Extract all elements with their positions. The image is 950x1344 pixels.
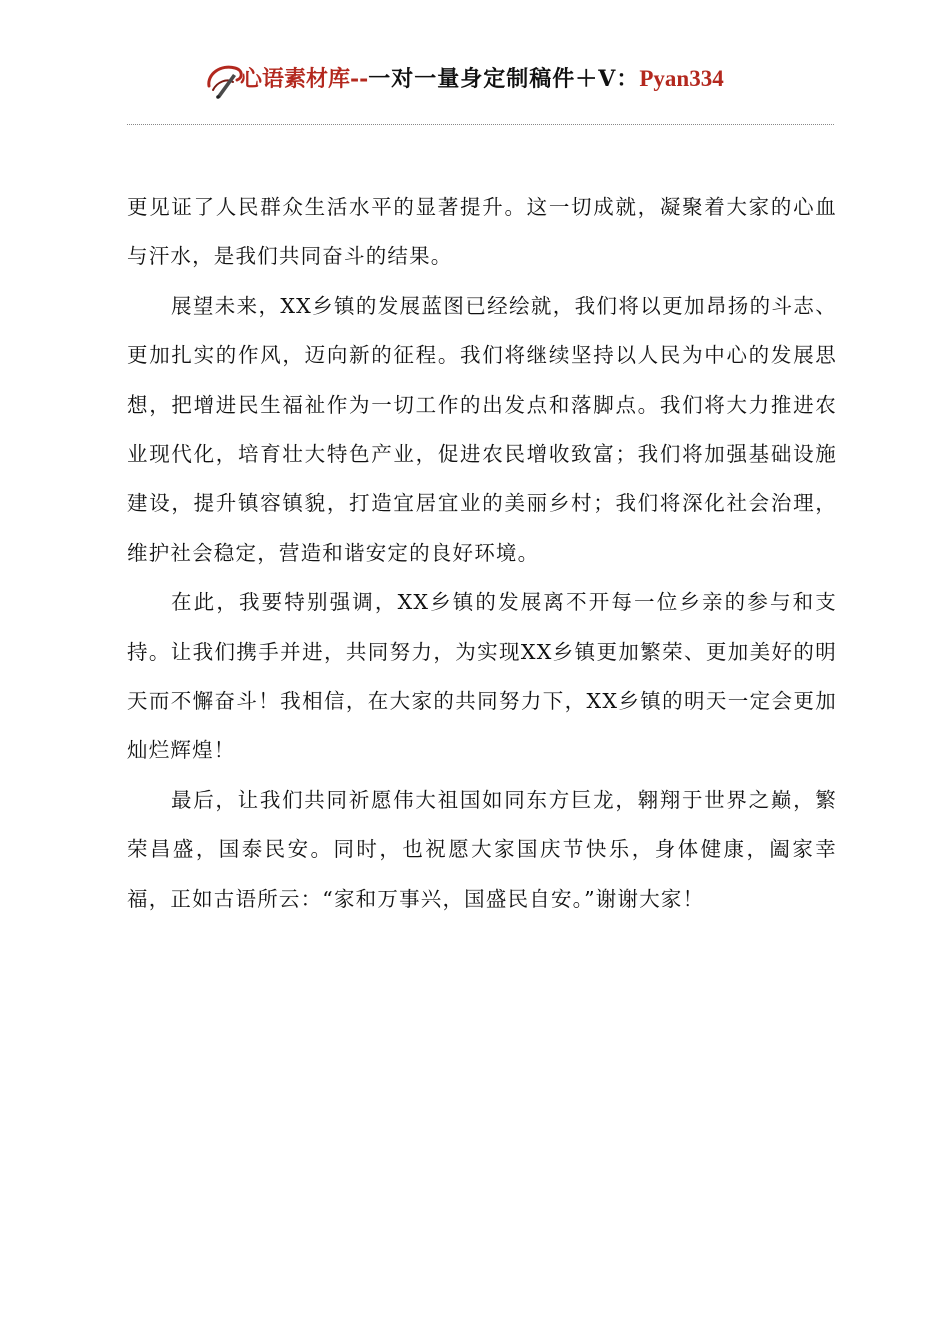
header-divider	[127, 124, 834, 125]
document-body	[127, 183, 837, 924]
header-tagline: 一对一量身定制稿件＋V：	[368, 66, 640, 92]
paragraph-4: 最后，让我们共同祈愿伟大祖国如同东方巨龙，翱翔于世界之巅，繁荣昌盛，国泰民安。同时，也祝愿大家国庆节快乐，身体健康，阖家幸福，正如古语所云：“家和万事兴，国盛民自安。”谢谢大家！	[127, 787, 837, 911]
brand-name: 心语素材库	[240, 67, 351, 92]
paragraph-3: 在此，我要特别强调，XX乡镇的发展离不开每一位乡亲的参与和支持。让我们携手并进，共同努力，为实现XX乡镇更加繁荣、更加美好的明天而不懈奋斗！我相信，在大家的共同努力下，XX乡镇的明天一定会更加灿烂辉煌！	[127, 590, 837, 763]
header-separator: --	[350, 66, 369, 92]
contact-id: Pyan334	[639, 66, 724, 91]
header-banner	[240, 64, 724, 95]
page-header	[0, 58, 950, 106]
paragraph-1: 更见证了人民群众生活水平的显著提升。这一切成就，凝聚着大家的心血与汗水，是我们共同奋斗的结果。	[127, 195, 837, 269]
paragraph-2: 展望未来，XX乡镇的发展蓝图已经绘就，我们将以更加昂扬的斗志、更加扎实的作风，迈向新的征程。我们将继续坚持以人民为中心的发展思想，把增进民生福祉作为一切工作的出发点和落脚点。我们将大力推进农业现代化，培育壮大特色产业，促进农民增收致富；我们将加强基础设施建设，提升镇容镇貌，打造宜居宜业的美丽乡村；我们将深化社会治理，维护社会稳定，营造和谐安定的良好环境。	[127, 293, 837, 565]
